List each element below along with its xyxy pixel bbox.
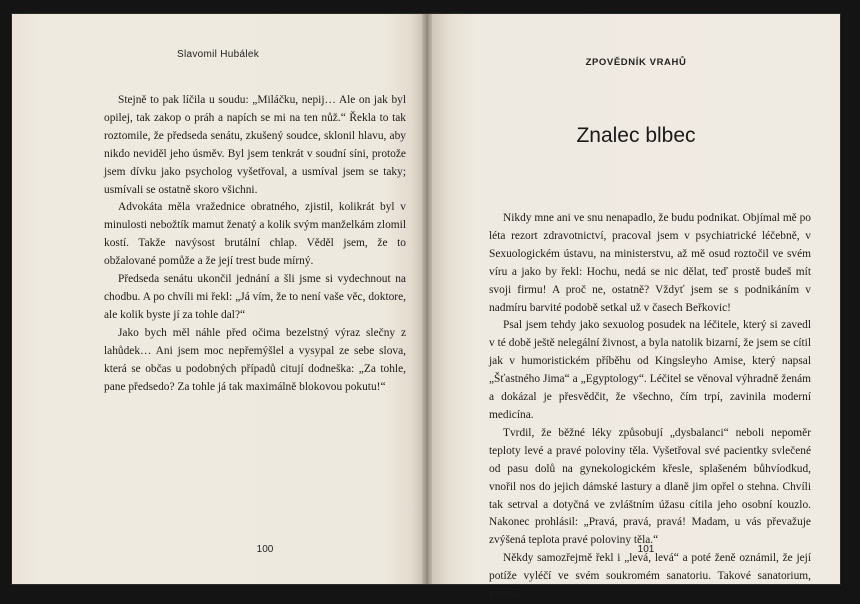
paragraph: Někdy samozřejmě řekl i „levá, levá“ a poté ženě oznámil, že její potíže vyléčí ve svém soukromém sanatoriu. Takové sanatorium, pravda, xyxy=(489,552,811,601)
paragraph: Stejně to pak líčila u soudu: „Miláčku, nepij… Ale on jak byl opilej, tak zakop o práh a napích se mi na ten nůž.“ Řekla to tak roztomile, že předseda senátu, zkušený soudce, sklonil hlavu, aby nikdo neviděl jeho úsměv. Byl jsem tenkrát v soudní síni, protože jsem dívku jako psycholog vyšetřoval, a usmíval jsem se taky; usmívali se ostatně skoro všichni. xyxy=(104,94,406,196)
paragraph: Předseda senátu ukončil jednání a šli jsme si vydechnout na chodbu. A po chvíli mi řekl: „Já vím, že to není vaše věc, doktore, ale kolik byste jí za tohle dal?“ xyxy=(104,273,406,321)
book-spread xyxy=(12,14,840,601)
paragraph: Jako bych měl náhle před očima bezelstný výraz slečny z lahůdek… Ani jsem moc nepřemýšlel a vysypal ze sebe slova, která se občas u podobných případů citují dodneška: „Za tohle, pane předsedo? Za tohle já tak maximálně blokovou pokutu!“ xyxy=(104,326,406,393)
paragraph: Tvrdil, že běžné léky způsobují „dysbalanci“ neboli nepoměr teploty levé a pravé poloviny těla. Vyšetřoval své pacientky svlečené od pasu dolů na gynekologickém křesle, splašeném bůhvíodkud, vnořil nos do jejich dámské lastury a dlaně jim opřel o stehna. Chvíli tak setrval a dotyčná ve zvláštním úžasu cítila jeho osobní kouzlo. Nakonec prohlásil: „Pravá, pravá, pravá! Madam, u vás převažuje zvýšená teplota pravé poloviny těla.“ xyxy=(489,426,811,547)
running-header-title: ZPOVĚDNÍK VRAHŮ xyxy=(585,57,687,68)
paragraph: Nikdy mne ani ve snu nenapadlo, že budu podnikat. Objímal mě po léta rezort zdravotnictví, pracoval jsem v psychiatrické léčebně, v Sexuologickém ústavu, na ministerstvu, až mě osud roztočil ve svém víru a jako by řekl: Hochu, nedá se nic dělat, teď prostě budeš mít svoji firmu! A proč ne, ostatně? Vždyť jsem se s podnikáním v nadmíru barvité podobě setkal už v časech Beřkovic! xyxy=(489,212,811,314)
page-number: 101 xyxy=(637,544,655,555)
right-page xyxy=(432,14,840,601)
running-header-author: Slavomil Hubálek xyxy=(176,49,260,60)
page-number: 100 xyxy=(256,544,274,555)
left-page-body xyxy=(104,92,406,396)
paragraph: Advokáta měla vražednice obratného, zjistil, kolikrát byl v minulosti nebožtík mamut ženatý a kolik svým manželkám zlomil kostí. Takže navýsost brutální chlap. Věděl jsem, že to obžalované pomůže a že její trest bude mírný. xyxy=(104,201,406,268)
chapter-title: Znalec blbec xyxy=(576,124,696,147)
paragraph: Psal jsem tehdy jako sexuolog posudek na léčitele, který si zavedl v té době ještě nelegální živnost, a byla natolik bizarní, že jsem se cítil jak v humoristickém příběhu od Kingsleyho Amise, který napsal „Šťastného Jima“ a „Egyptology“. Léčitel se věnoval výhradně ženám a dokázal je přesvědčit, že všechno, čím trpí, zavinila moderní medicína. xyxy=(489,319,811,421)
left-page xyxy=(12,14,424,584)
